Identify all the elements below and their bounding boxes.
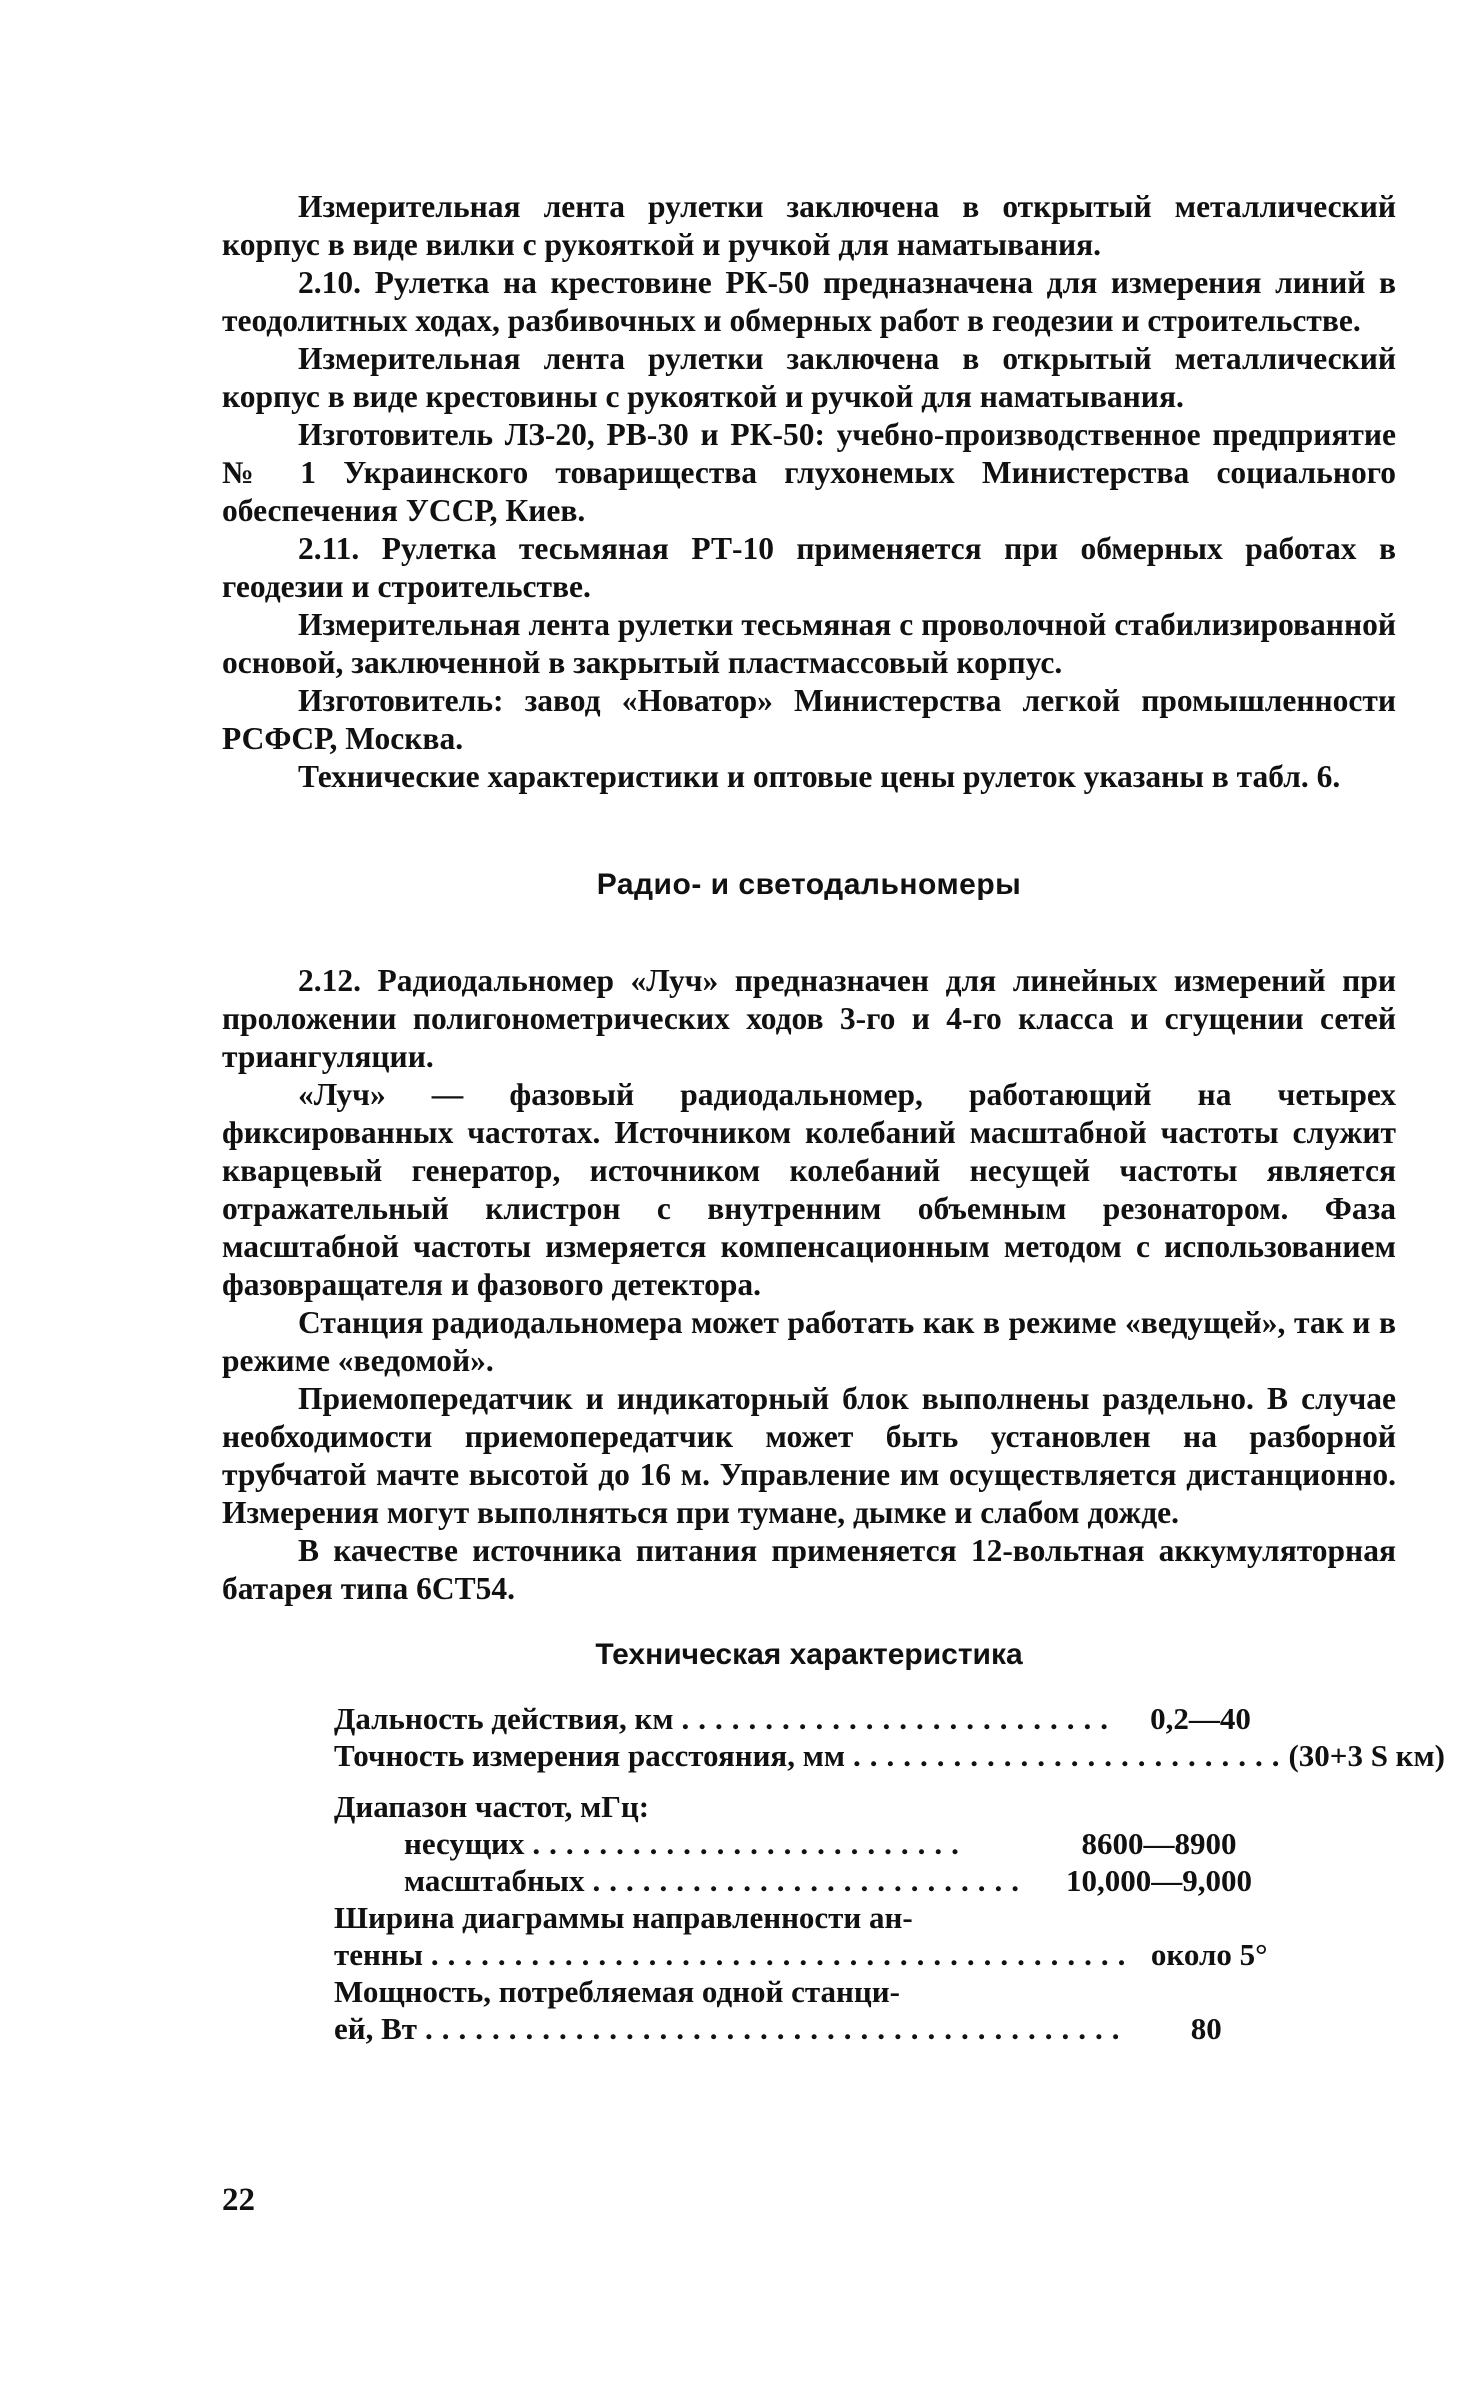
spec-label: тенны	[334, 1937, 423, 1972]
spec-label-line: Ширина диаграммы направленности ан-	[334, 1900, 913, 1935]
paragraph: Измерительная лента рулетки тесьмяная с проволочной стабилизированной основой, заключенной в закрытый пластмассовый корпус.	[222, 607, 1396, 680]
specs-table	[334, 1700, 1445, 2047]
spec-row-accuracy: Точность измерения расстояния, мм .......................... (30+3 S км)	[334, 1738, 1445, 1773]
spec-row-power: ей, Вт .......................................... 80	[334, 2010, 1284, 2047]
paragraph: Измерительная лента рулетки заключена в открытый металлический корпус в виде крестовины с рукояткой и ручкой для наматывания.	[222, 341, 1396, 414]
spec-value: около 5°	[1150, 1937, 1268, 1972]
spec-label: Точность измерения расстояния, мм	[334, 1738, 845, 1773]
spec-row-beam: тенны .......................................... около 5°	[334, 1936, 1284, 1973]
spec-value: (30+3 S км)	[1288, 1738, 1445, 1773]
paragraph: Приемопередатчик и индикаторный блок выполнены раздельно. В случае необходимости приемопередатчик может быть установлен на разборной трубчатой мачте высотой до 16 м. Управление им осуществляется дистанционно. Измерения могут выполняться при тумане, дымке и слабом дожде.	[222, 1381, 1396, 1530]
paragraph: Изготовитель: завод «Новатор» Министерства легкой промышленности РСФСР, Москва.	[222, 683, 1396, 756]
spec-row-range: Дальность действия, км .......................... 0,2—40	[334, 1700, 1284, 1737]
spec-row-carrier: несущих .......................... 8600—8900	[334, 1825, 1284, 1862]
spec-label: ей, Вт	[334, 2011, 418, 2046]
spec-value: 10,000—9,000	[1066, 1863, 1252, 1898]
page-number: 22	[222, 2182, 255, 2218]
paragraph: 2.12. Радиодальномер «Луч» предназначен для линейных измерений при проложении полигонометрических ходов 3-го и 4-го класса и сгущении сетей триангуляции.	[222, 963, 1396, 1074]
spec-value: 80	[1190, 2011, 1222, 2046]
paragraph: 2.10. Рулетка на крестовине РК-50 предназначена для измерения линий в теодолитных ходах, разбивочных и обмерных работ в геодезии и строительстве.	[222, 265, 1396, 338]
section-title: Радио- и светодальномеры	[596, 868, 1022, 901]
paragraph: «Луч» — фазовый радиодальномер, работающий на четырех фиксированных частотах. Источником колебаний масштабной частоты служит кварцевый генератор, источником колебаний несущей частоты является отражательный клистрон с внутренним объемным резонатором. Фаза масштабной частоты измеряется компенсационным методом с использованием фазовращателя и фазового детектора.	[222, 1077, 1396, 1302]
spec-value: 8600—8900	[1081, 1826, 1237, 1861]
main-text	[222, 188, 1445, 2047]
paragraph: В качестве источника питания применяется 12-вольтная аккумуляторная батарея типа 6СТ54.	[222, 1533, 1396, 1606]
paragraph: 2.11. Рулетка тесьмяная РТ-10 применяется при обмерных работах в геодезии и строительстве.	[222, 531, 1396, 604]
spec-label: Дальность действия, км	[334, 1701, 674, 1736]
paragraph: Изготовитель ЛЗ-20, РВ-30 и РК-50: учебно-производственное предприятие № 1 Украинского товарищества глухонемых Министерства социального обеспечения УССР, Киев.	[222, 417, 1396, 528]
spec-label-line: Мощность, потребляемая одной станци-	[334, 1974, 900, 2009]
paragraph: Технические характеристики и оптовые цены рулеток указаны в табл. 6.	[298, 759, 1341, 794]
paragraph: Измерительная лента рулетки заключена в открытый металлический корпус в виде вилки с рукояткой и ручкой для наматывания.	[222, 189, 1396, 262]
specs-title: Техническая характеристика	[595, 1638, 1023, 1671]
spec-row-scale: масштабных .......................... 10,000—9,000	[334, 1862, 1284, 1899]
spec-label: масштабных	[404, 1863, 585, 1898]
paragraph: Станция радиодальномера может работать как в режиме «ведущей», так и в режиме «ведомой».	[222, 1305, 1396, 1378]
spec-label: несущих	[404, 1826, 525, 1861]
spec-value: 0,2—40	[1150, 1701, 1251, 1736]
spec-heading-frequency: Диапазон частот, мГц:	[334, 1789, 650, 1824]
